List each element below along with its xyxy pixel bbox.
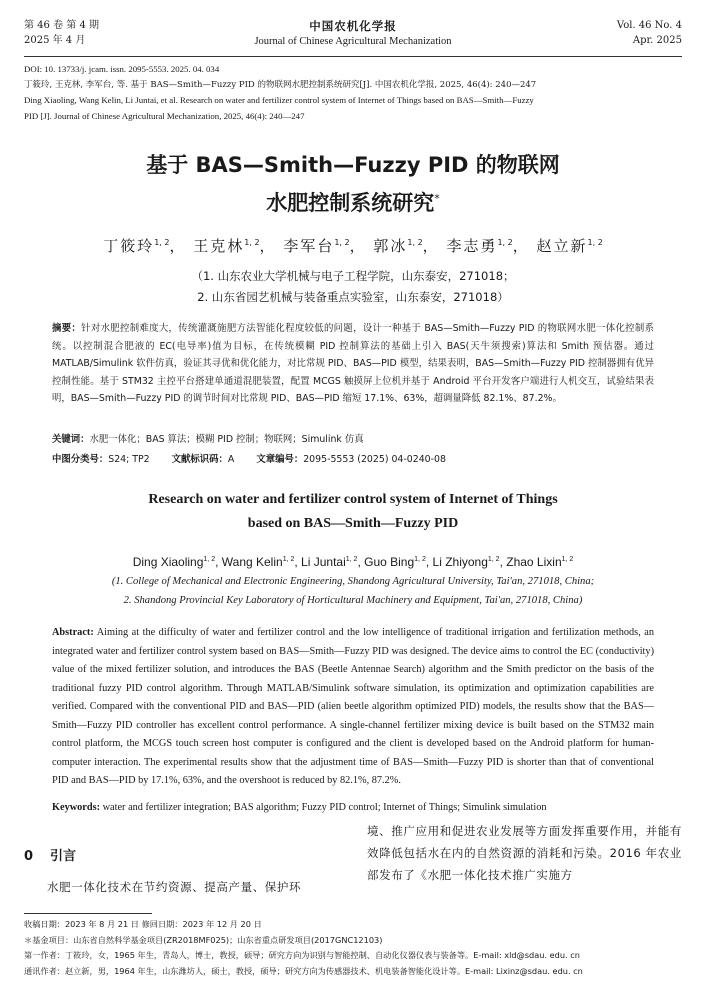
keywords-cn-text: 水肥一体化；BAS 算法；模糊 PID 控制；物联网；Simulink 仿真 — [89, 434, 364, 445]
footnote-corresponding: 通讯作者：赵立新，男，1964 年生，山东潍坊人，硕士，教授，硕导；研究方向为传感器技术、机电装备智能化设计等。E-mail: Lixinz@sdau. edu. cn — [24, 965, 583, 976]
en-author-name: Guo Bing — [364, 555, 415, 569]
citation-en-line2: PID [J]. Journal of Chinese Agricultural Mechanization, 2025, 46(4): 240—247 — [24, 110, 305, 121]
cn-author — [193, 237, 259, 255]
en-author-name: Ding Xiaoling — [132, 555, 204, 569]
keywords-en — [52, 799, 654, 818]
article-no-label: 文章编号： — [256, 454, 304, 465]
section-heading — [24, 846, 342, 868]
en-author-affil-sup: 1, 2 — [203, 556, 216, 563]
cn-author-affil-sup: 1, 2 — [497, 238, 513, 247]
footnotes — [24, 917, 682, 979]
footnote-rule — [24, 913, 152, 914]
title-en-line2: based on BAS—Smith—Fuzzy PID — [247, 516, 459, 531]
section-title: 引言 — [50, 849, 77, 864]
cn-author — [537, 237, 603, 255]
title-cn-line2: 水肥控制系统研究 — [266, 191, 435, 215]
header-vol-no: Vol. 46 No. 4 — [616, 20, 682, 31]
paper-title-cn — [0, 148, 706, 220]
footnote-received: 收稿日期：2023 年 8 月 21 日 修回日期：2023 年 12 月 20 日 — [24, 919, 262, 929]
body-column-left — [24, 846, 342, 898]
en-author — [364, 555, 426, 569]
paper-title-en — [0, 488, 706, 536]
doi: DOI: 10. 13733/j. jcam. issn. 2095-5553. 2025. 04. 034 — [24, 64, 220, 74]
footnote-fund: ＊基金项目：山东省自然科学基金项目(ZR2018MF025)；山东省重点研发项目(2017GNC12103) — [24, 934, 383, 945]
title-en-line1: Research on water and fertilizer control system of Internet of Things — [148, 492, 558, 507]
clc-value: S24; TP2 — [108, 454, 150, 465]
citation-cn: 丁筱玲, 王克林, 李军台, 等. 基于 BAS—Smith—Fuzzy PID 的物联网水肥控制系统研究[J]. 中国农机化学报, 2025, 46(4): 240—247 — [24, 79, 537, 90]
affiliations-en — [0, 572, 706, 610]
keywords-en-label: Keywords: — [52, 802, 101, 813]
cn-author-affil-sup: 1, 2 — [154, 238, 170, 247]
footnote-first-author: 第一作者：丁筱玲，女，1965 年生，青岛人，博士，教授，硕导；研究方向为识别与智能控制、自动化仪器仪表与装备等。E-mail: xld@sdau. edu. cn — [24, 950, 580, 960]
en-author — [133, 555, 215, 569]
abstract-en-text: Aiming at the difficulty of water and fertilizer control and the low intelligence of traditional irrigation and fertilization methods, an integrated water and fertilizer control system based on BAS—Smith—Fuzzy PID was designed. The device aims to control the EC (conductivity) value of the mixed fertilizer solution, and introduces the BAS (Beetle Antennae Search) algorithm and the Smith predictor on the basis of the traditional fuzzy PID control algorithm. Through MATLAB/Simulink software simulation, its optimization and optimization capabilities are verified. Compared with the conventional PID and BAS—PID (alien beetle algorithm optimized PID) models, the results show that the BAS—Smith—Fuzzy PID controller has excellent control performance. A single-channel fertilizer mixing device is built based on the STM32 main control platform, the MCGS touch screen host computer is configured and the client is developed based on the Android platform for human-computer interaction. The experimental results show that the adjustment time of BAS—Smith—Fuzzy PID is shorter than that of conventional PID and BAS—PID by 17.1%, 63%, and the overshoot is reduced by 82.1%, 87.2%. — [52, 627, 654, 786]
en-author-name: Wang Kelin — [221, 555, 283, 569]
keywords-en-text: water and fertilizer integration; BAS algorithm; Fuzzy PID control; Internet of Things; Simulink simulation — [102, 802, 547, 813]
header-journal-name — [24, 18, 682, 49]
en-author-name: Li Juntai — [301, 555, 346, 569]
en-author — [301, 555, 357, 569]
en-author — [506, 555, 573, 569]
cn-author — [373, 237, 422, 255]
en-author-affil-sup: 1, 2 — [345, 556, 358, 563]
en-author-affil-sup: 1, 2 — [282, 556, 295, 563]
cn-author-name: 丁筱玲 — [103, 237, 155, 255]
abstract-en — [52, 624, 654, 791]
cn-author-affil-sup: 1, 2 — [407, 238, 423, 247]
cn-author-name: 赵立新 — [536, 237, 588, 255]
doc-code-label: 文献标识码： — [171, 454, 228, 465]
cn-author — [283, 237, 349, 255]
title-cn-line2-wrap — [0, 182, 706, 220]
cn-author — [446, 237, 512, 255]
journal-name-cn: 中国农机化学报 — [309, 19, 397, 33]
affiliation-cn-1: （1. 山东农业大学机械与电子工程学院，山东泰安，271018； — [191, 269, 515, 283]
cn-author-name: 郭冰 — [373, 237, 408, 255]
journal-name-en: Journal of Chinese Agricultural Mechanization — [254, 36, 452, 47]
en-author-name: Li Zhiyong — [432, 555, 488, 569]
keywords-cn-label: 关键词： — [52, 434, 90, 445]
en-author-affil-sup: 1, 2 — [487, 556, 500, 563]
cn-author-name: 李军台 — [283, 237, 335, 255]
en-author-affil-sup: 1, 2 — [561, 556, 574, 563]
author-list-cn: 丁筱玲$^{1, 2}$， 王克林$^{1, 2}$， 李军台$^{1, 2}$， 郭冰$^{1, 2}$， 李志勇$^{1, 2}$， 赵立新$^{1, 2}$ — [103, 237, 603, 255]
citation-en-line1: Ding Xiaoling, Wang Kelin, Li Juntai, et al. Research on water and fertilizer control system of Internet of Things based on BAS—Smith—Fuzzy — [24, 95, 534, 105]
abstract-en-label: Abstract: — [52, 627, 94, 638]
cn-author-name: 李志勇 — [446, 237, 498, 255]
clc-label: 中图分类号： — [52, 454, 109, 465]
article-no-value: 2095-5553 (2025) 04-0240-08 — [303, 454, 446, 465]
header-rule — [24, 56, 682, 57]
section-number: 0 — [24, 849, 34, 864]
abstract-cn-label: 摘要： — [52, 323, 82, 334]
cn-author-affil-sup: 1, 2 — [334, 238, 350, 247]
cn-author-affil-sup: 1, 2 — [244, 238, 260, 247]
en-author-name: Zhao Lixin — [506, 555, 562, 569]
author-list-en: Ding Xiaoling$^{1, 2}$, Wang Kelin$^{1, 2}$, Li Juntai$^{1, 2}$, Guo Bing$^{1, 2}$, Li Zhiyong$^{1, 2}$, Zhao Lixin$^{1, 2}$ — [132, 555, 574, 569]
en-author — [222, 555, 295, 569]
header-date: 2025 年 4 月 — [24, 35, 86, 46]
header-volume-issue: 第 46 卷 第 4 期 — [24, 20, 99, 31]
keywords-cn — [52, 431, 654, 449]
abstract-cn — [52, 320, 654, 408]
abstract-cn-text: 针对水肥控制难度大，传统灌溉施肥方法智能化程度较低的问题，设计一种基于 BAS—Smith—Fuzzy PID 的物联网水肥一体化控制系统。以控制混合肥液的 EC(电导率)值为目标，在传统模糊 PID 控制算法的基础上引入 BAS(天牛须搜索)算法和 Smith 预估器。通过 MATLAB/Simulink 软件仿真，验证其寻优和优化能力，对比常规 PID、BAS—PID 模型，结果表明，BAS—Smith—Fuzzy PID 控制器拥有优异控制性能。基于 STM32 主控平台搭建单通道混肥装置，配置 MCGS 触摸屏上位机并基于 Android 平台开发客户端进行人机交互，试验结果表明，BAS—Smith—Fuzzy PID 的调节时间对比常规 PID、BAS—PID 缩短 17.1%、63%，超调量降低 82.1%、87.2%。 — [52, 323, 654, 404]
cn-author-affil-sup: 1, 2 — [587, 238, 603, 247]
en-author — [433, 555, 500, 569]
title-cn-line1: 基于 BAS—Smith—Fuzzy PID 的物联网 — [146, 153, 560, 177]
affiliation-en-1: (1. College of Mechanical and Electronic Engineering, Shandong Agricultural University, Tai'an, 271018, China; — [111, 576, 595, 587]
header-date-en: Apr. 2025 — [632, 35, 682, 46]
affiliations-cn — [0, 266, 706, 308]
doc-code-value: A — [227, 454, 235, 465]
en-author-affil-sup: 1, 2 — [414, 556, 426, 563]
affiliation-en-2: 2. Shandong Provincial Key Laboratory of Horticultural Machinery and Equipment, Tai'an, 271018, China) — [123, 595, 583, 606]
cn-author — [103, 237, 169, 255]
affiliation-cn-2: 2. 山东省园艺机械与装备重点实验室，山东泰安，271018） — [197, 290, 509, 304]
body-column-right: 境、推广应用和促进农业发展等方面发挥重要作用，并能有效降低包括水在内的自然资源的消耗和污染。2016 年农业部发布了《水肥一体化技术推广实施方 — [367, 824, 682, 882]
fund-mark: * — [434, 192, 440, 205]
header-volume-info-en — [617, 18, 682, 48]
cn-author-name: 王克林 — [193, 237, 245, 255]
body-paragraph-left: 水肥一体化技术在节约资源、提高产量、保护环 — [47, 880, 302, 894]
classification-line — [52, 451, 654, 469]
citation-block — [24, 62, 682, 124]
running-header — [24, 18, 682, 52]
